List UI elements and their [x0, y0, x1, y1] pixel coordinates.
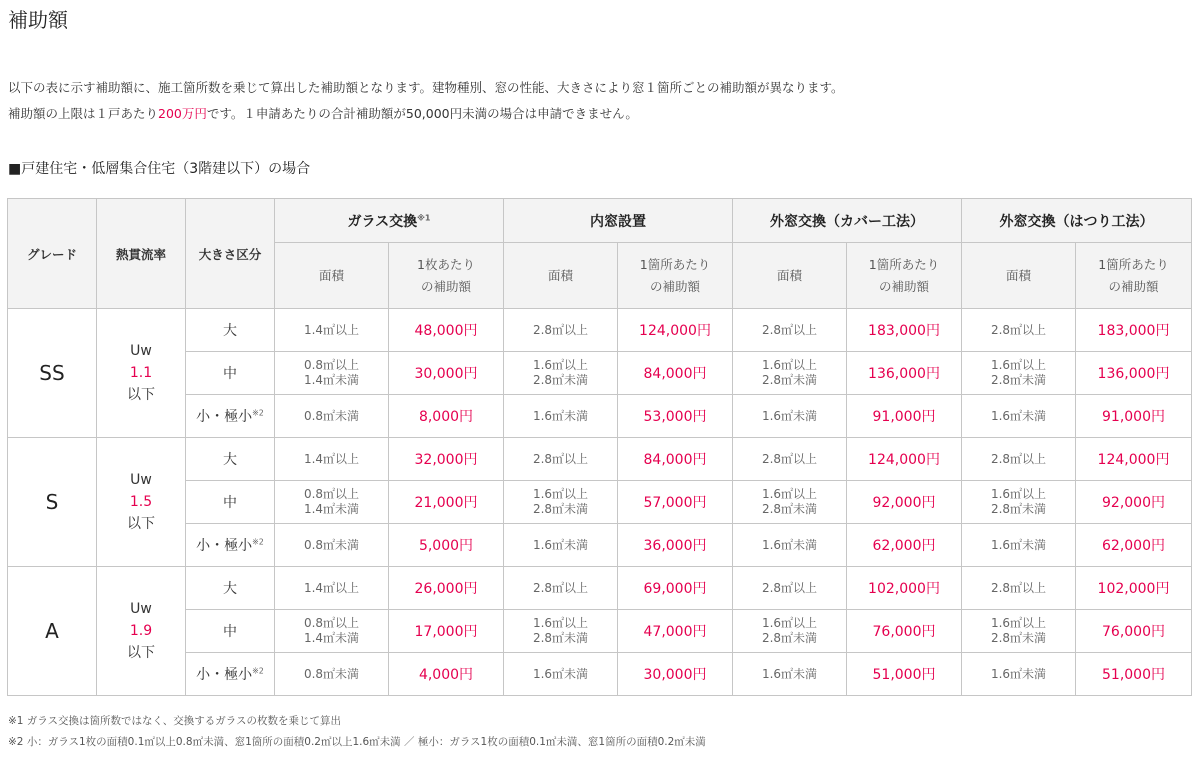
- col-header-amount: [1076, 243, 1192, 309]
- col-header-group: [275, 199, 504, 243]
- area-cell: [504, 610, 618, 653]
- amount-cell: 183,000円: [847, 309, 962, 352]
- area-line: 1.6㎡以上: [761, 487, 818, 501]
- area-line: 1.4㎡未満: [303, 631, 360, 645]
- area-cell: [733, 524, 847, 567]
- amount-cell: 8,000円: [389, 395, 504, 438]
- size-label: 大: [223, 452, 237, 468]
- area-line: 1.6㎡以上: [532, 358, 589, 372]
- amount-cell: 48,000円: [389, 309, 504, 352]
- area-line: 2.8㎡未満: [532, 631, 589, 645]
- col-header-uw: 熱貫流率: [97, 199, 186, 309]
- area-line: 0.8㎡未満: [303, 408, 360, 423]
- area-cell: [733, 438, 847, 481]
- area-cell: [504, 524, 618, 567]
- area-line: 2.8㎡以上: [990, 451, 1047, 466]
- area-cell: [275, 524, 389, 567]
- area-cell: [733, 395, 847, 438]
- size-label: 中: [223, 624, 237, 640]
- group-label: 外窓交換（はつり工法）: [999, 213, 1154, 230]
- col-header-amount: [847, 243, 962, 309]
- area-line: 1.4㎡以上: [303, 580, 360, 595]
- amount-cell: 91,000円: [847, 395, 962, 438]
- uw-label: Uw: [130, 472, 152, 488]
- area-cell: [733, 567, 847, 610]
- area-line: 1.4㎡未満: [303, 373, 360, 387]
- footnote-mark: ※1: [417, 212, 431, 222]
- area-cell: [275, 567, 389, 610]
- area-cell: [962, 653, 1076, 696]
- header-row-1: [8, 199, 1192, 243]
- area-line: 2.8㎡以上: [761, 580, 818, 595]
- amount-cell: 30,000円: [389, 352, 504, 395]
- area-cell: [962, 438, 1076, 481]
- uw-value: 1.1: [129, 365, 153, 381]
- area-line: 2.8㎡以上: [990, 322, 1047, 337]
- area-line: 2.8㎡未満: [532, 373, 589, 387]
- area-line: 1.4㎡以上: [303, 322, 360, 337]
- area-cell: [962, 352, 1076, 395]
- amount-cell: 57,000円: [618, 481, 733, 524]
- area-cell: [275, 395, 389, 438]
- page-title: 補助額: [8, 8, 68, 32]
- group-label: 外窓交換（カバー工法）: [770, 213, 924, 230]
- area-line: 1.6㎡未満: [990, 666, 1047, 681]
- area-line: 2.8㎡以上: [761, 322, 818, 337]
- amount-cell: 183,000円: [1076, 309, 1192, 352]
- amount-cell: 92,000円: [847, 481, 962, 524]
- size-label: 大: [223, 581, 237, 597]
- amount-cell: 62,000円: [847, 524, 962, 567]
- area-cell: [733, 610, 847, 653]
- amount-cell: 76,000円: [1076, 610, 1192, 653]
- area-cell: [275, 438, 389, 481]
- area-line: 1.6㎡以上: [761, 616, 818, 630]
- amount-cell: 5,000円: [389, 524, 504, 567]
- size-cell: [186, 438, 275, 481]
- amount-cell: 62,000円: [1076, 524, 1192, 567]
- amount-label-line: 1箇所あたり: [639, 256, 711, 272]
- area-line: 1.6㎡未満: [532, 537, 589, 552]
- area-line: 2.8㎡未満: [990, 373, 1047, 387]
- uw-suffix: 以下: [127, 516, 155, 532]
- amount-cell: 36,000円: [618, 524, 733, 567]
- section-heading: ■戸建住宅・低層集合住宅（3階建以下）の場合: [8, 161, 311, 177]
- amount-cell: 136,000円: [1076, 352, 1192, 395]
- area-line: 2.8㎡未満: [761, 502, 818, 516]
- area-cell: [275, 481, 389, 524]
- size-label: 中: [223, 495, 237, 511]
- area-cell: [504, 438, 618, 481]
- intro-line-2-prefix: 補助額の上限は１戸あたり: [8, 106, 159, 121]
- uw-label: Uw: [130, 601, 152, 617]
- amount-cell: 32,000円: [389, 438, 504, 481]
- area-line: 1.6㎡未満: [532, 408, 589, 423]
- footnote-1: ※1 ガラス交換は箇所数ではなく、交換するガラスの枚数を乗じて算出: [8, 715, 341, 727]
- area-cell: [275, 352, 389, 395]
- area-cell: [962, 309, 1076, 352]
- col-header-area: 面積: [962, 243, 1076, 309]
- area-line: 1.6㎡以上: [990, 616, 1047, 630]
- amount-cell: 17,000円: [389, 610, 504, 653]
- size-cell: [186, 481, 275, 524]
- amount-cell: 69,000円: [618, 567, 733, 610]
- area-cell: [504, 653, 618, 696]
- area-line: 1.6㎡以上: [532, 487, 589, 501]
- amount-cell: 102,000円: [1076, 567, 1192, 610]
- col-header-area: 面積: [733, 243, 847, 309]
- grade-cell: SS: [8, 309, 97, 438]
- subsidy-table: [7, 198, 1192, 696]
- uw-cell: [97, 567, 186, 696]
- uw-cell: [97, 438, 186, 567]
- size-cell: [186, 610, 275, 653]
- amount-cell: 51,000円: [1076, 653, 1192, 696]
- table-row: [8, 481, 1192, 524]
- uw-value: 1.9: [129, 623, 153, 639]
- amount-cell: 84,000円: [618, 438, 733, 481]
- col-header-grade: グレード: [8, 199, 97, 309]
- area-cell: [504, 481, 618, 524]
- area-cell: [733, 309, 847, 352]
- area-cell: [504, 395, 618, 438]
- uw-suffix: 以下: [127, 387, 155, 403]
- area-line: 0.8㎡未満: [303, 666, 360, 681]
- area-line: 2.8㎡以上: [532, 322, 589, 337]
- area-cell: [962, 395, 1076, 438]
- area-cell: [962, 610, 1076, 653]
- area-line: 0.8㎡未満: [303, 537, 360, 552]
- area-line: 1.6㎡未満: [761, 537, 818, 552]
- subsidy-cap: 200万円: [158, 106, 207, 121]
- size-label: 大: [223, 323, 237, 339]
- size-label: 小・極小: [196, 538, 253, 554]
- area-line: 2.8㎡未満: [761, 373, 818, 387]
- table-row: [8, 438, 1192, 481]
- uw-label: Uw: [130, 343, 152, 359]
- area-cell: [733, 352, 847, 395]
- area-cell: [504, 352, 618, 395]
- area-line: 2.8㎡未満: [990, 502, 1047, 516]
- size-cell: [186, 309, 275, 352]
- footnote-mark: ※2: [252, 408, 264, 418]
- amount-cell: 136,000円: [847, 352, 962, 395]
- table-row: [8, 309, 1192, 352]
- amount-label-line: 1枚あたり: [417, 256, 475, 272]
- size-label: 小・極小: [196, 409, 253, 425]
- area-line: 1.6㎡以上: [532, 616, 589, 630]
- amount-cell: 124,000円: [618, 309, 733, 352]
- area-line: 0.8㎡以上: [303, 358, 360, 372]
- table-row: [8, 352, 1192, 395]
- amount-cell: 30,000円: [618, 653, 733, 696]
- area-line: 1.6㎡以上: [761, 358, 818, 372]
- size-cell: [186, 653, 275, 696]
- amount-label-line: の補助額: [1108, 278, 1159, 294]
- col-header-group: [962, 199, 1192, 243]
- area-line: 2.8㎡未満: [990, 631, 1047, 645]
- amount-label-line: の補助額: [878, 278, 929, 294]
- col-header-amount: [389, 243, 504, 309]
- area-cell: [962, 524, 1076, 567]
- amount-cell: 124,000円: [1076, 438, 1192, 481]
- size-cell: [186, 352, 275, 395]
- col-header-group: [504, 199, 733, 243]
- footnotes: [8, 711, 706, 753]
- size-cell: [186, 395, 275, 438]
- area-line: 1.6㎡未満: [532, 666, 589, 681]
- area-line: 2.8㎡以上: [532, 451, 589, 466]
- col-header-amount: [618, 243, 733, 309]
- table-row: [8, 610, 1192, 653]
- area-cell: [275, 610, 389, 653]
- area-cell: [733, 481, 847, 524]
- area-line: 1.6㎡以上: [990, 358, 1047, 372]
- amount-label-line: 1箇所あたり: [1098, 256, 1169, 272]
- size-cell: [186, 567, 275, 610]
- size-label: 中: [223, 366, 237, 382]
- col-header-area: 面積: [504, 243, 618, 309]
- area-cell: [733, 653, 847, 696]
- col-header-size: 大きさ区分: [186, 199, 275, 309]
- amount-cell: 53,000円: [618, 395, 733, 438]
- table-row: [8, 524, 1192, 567]
- area-cell: [275, 653, 389, 696]
- size-label: 小・極小: [196, 667, 253, 683]
- table-row: [8, 567, 1192, 610]
- amount-cell: 47,000円: [618, 610, 733, 653]
- intro-line-2: [8, 101, 844, 127]
- table-row: [8, 653, 1192, 696]
- area-line: 1.4㎡以上: [303, 451, 360, 466]
- area-line: 1.6㎡未満: [761, 666, 818, 681]
- group-label: ガラス交換: [347, 213, 418, 230]
- area-cell: [504, 309, 618, 352]
- area-line: 1.6㎡以上: [990, 487, 1047, 501]
- amount-cell: 84,000円: [618, 352, 733, 395]
- intro-line-1: 以下の表に示す補助額に、施工箇所数を乗じて算出した補助額となります。建物種別、窓の性能、大きさにより窓１箇所ごとの補助額が異なります。: [8, 80, 844, 95]
- area-line: 1.6㎡未満: [990, 537, 1047, 552]
- area-line: 2.8㎡以上: [990, 580, 1047, 595]
- amount-cell: 21,000円: [389, 481, 504, 524]
- area-line: 1.6㎡未満: [990, 408, 1047, 423]
- amount-cell: 102,000円: [847, 567, 962, 610]
- amount-label-line: の補助額: [420, 278, 471, 294]
- area-cell: [504, 567, 618, 610]
- group-label: 内窓設置: [590, 213, 646, 230]
- amount-cell: 4,000円: [389, 653, 504, 696]
- area-line: 0.8㎡以上: [303, 487, 360, 501]
- amount-label-line: 1箇所あたり: [868, 256, 940, 272]
- area-line: 1.4㎡未満: [303, 502, 360, 516]
- grade-cell: S: [8, 438, 97, 567]
- area-cell: [962, 567, 1076, 610]
- footnote-2: ※2 小：ガラス1枚の面積0.1㎡以上0.8㎡未満、窓1箇所の面積0.2㎡以上1.6㎡未満 ／ 極小：ガラス1枚の面積0.1㎡未満、窓1箇所の面積0.2㎡未満: [8, 736, 706, 748]
- uw-value: 1.5: [129, 494, 153, 510]
- amount-cell: 124,000円: [847, 438, 962, 481]
- col-header-area: 面積: [275, 243, 389, 309]
- table-row: [8, 395, 1192, 438]
- amount-cell: 76,000円: [847, 610, 962, 653]
- col-header-group: [733, 199, 962, 243]
- area-line: 2.8㎡未満: [761, 631, 818, 645]
- area-line: 0.8㎡以上: [303, 616, 360, 630]
- area-cell: [962, 481, 1076, 524]
- area-line: 1.6㎡未満: [761, 408, 818, 423]
- amount-cell: 26,000円: [389, 567, 504, 610]
- size-cell: [186, 524, 275, 567]
- area-line: 2.8㎡以上: [532, 580, 589, 595]
- uw-suffix: 以下: [127, 645, 155, 661]
- area-cell: [275, 309, 389, 352]
- uw-cell: [97, 309, 186, 438]
- grade-cell: A: [8, 567, 97, 696]
- amount-cell: 91,000円: [1076, 395, 1192, 438]
- amount-cell: 51,000円: [847, 653, 962, 696]
- intro-text: [8, 75, 844, 127]
- footnote-mark: ※2: [252, 537, 264, 547]
- footnote-mark: ※2: [252, 666, 264, 676]
- amount-cell: 92,000円: [1076, 481, 1192, 524]
- intro-line-2-suffix: です。１申請あたりの合計補助額が50,000円未満の場合は申請できません。: [206, 106, 638, 121]
- amount-label-line: の補助額: [649, 278, 700, 294]
- area-line: 2.8㎡以上: [761, 451, 818, 466]
- area-line: 2.8㎡未満: [532, 502, 589, 516]
